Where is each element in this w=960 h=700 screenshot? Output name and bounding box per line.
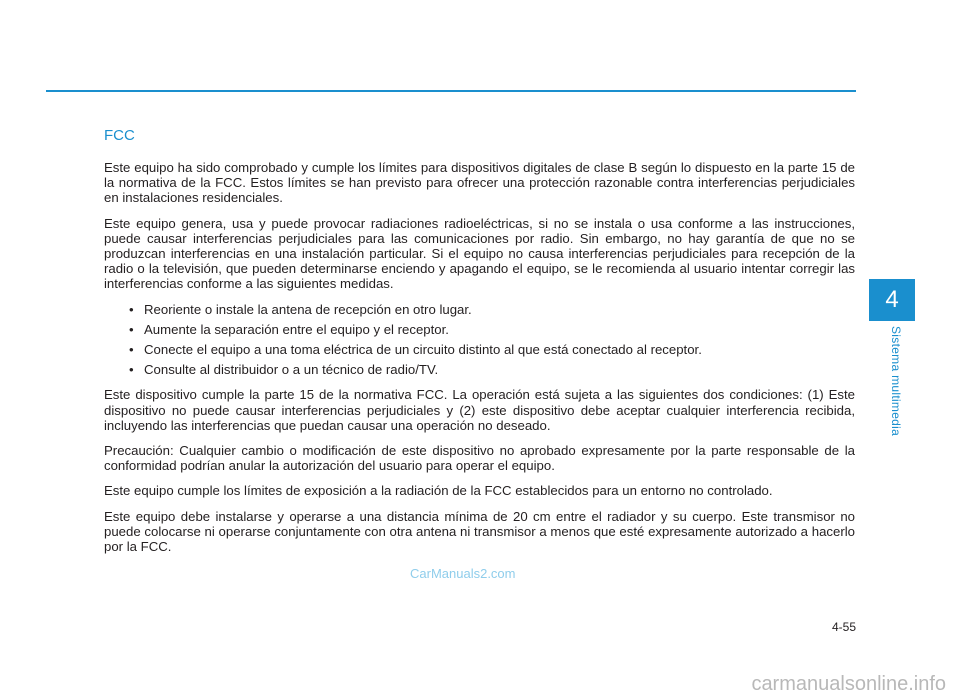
chapter-label: Sistema multimedia [889,326,903,437]
list-item [104,322,855,337]
bullet-list [104,302,855,378]
bullet-marker: • [129,301,134,317]
header-divider [46,90,856,92]
bullet-marker: • [129,342,134,358]
bullet-marker: • [129,321,134,337]
list-item-text: Conecte el equipo a una toma eléctrica de un circuito distinto al que está conectado al receptor. [144,342,702,358]
section-heading: FCC [104,127,135,144]
chapter-number: 4 [885,286,899,313]
chapter-tab [869,279,915,321]
paragraph: Este dispositivo cumple la parte 15 de la normativa FCC. La operación está sujeta a las siguientes dos condiciones: (1) Este dispositivo no puede causar interferencias perjudiciales y (2) este dispositivo debe aceptar cualquier interferencia recibida, incluyendo las interferencias que puedan causar una operación no deseado. [104,387,855,433]
list-item-text: Aumente la separación entre el equipo y el receptor. [144,321,449,337]
paragraph: Este equipo genera, usa y puede provocar radiaciones radioeléctricas, si no se instala o usa conforme a las instrucciones, puede causar interferencias perjudiciales para las comunicaciones por radio. Sin embargo, no hay garantía de que no se produzcan interferencias en una instalación particular. Si el equipo no causa interferencias perjudiciales para recepción de la radio o la televisión, que pueden determinarse enciendo y apagando el equipo, se le recomienda al usuario intentar corregir las interferencias conforme a las siguientes medidas. [104,215,855,292]
watermark-footer: carmanualsonline.info [751,673,946,695]
list-item [104,342,855,357]
list-item-text: Reoriente o instale la antena de recepción en otro lugar. [144,301,472,317]
paragraph: Este equipo ha sido comprobado y cumple los límites para dispositivos digitales de clase B según lo dispuesto en la parte 15 de la normativa de la FCC. Estos límites se han previsto para ofrecer una protección razonable contra interferencias perjudiciales en instalaciones residenciales. [104,160,855,206]
page-number: 4-55 [831,620,856,634]
page-content [104,126,855,564]
list-item [104,302,855,317]
list-item-text: Consulte al distribuidor o a un técnico de radio/TV. [144,362,439,378]
list-item [104,362,855,377]
paragraph: Este equipo cumple los límites de exposición a la radiación de la FCC establecidos para un entorno no controlado. [104,483,773,499]
paragraph: Precaución: Cualquier cambio o modificación de este dispositivo no aprobado expresamente por la parte responsable de la conformidad podrían anular la autorización del usuario para operar el equipo. [104,443,855,474]
bullet-marker: • [129,362,134,378]
paragraph: Este equipo debe instalarse y operarse a una distancia mínima de 20 cm entre el radiador y su cuerpo. Este transmisor no puede colocarse ni operarse conjuntamente con otra antena ni transmisor a menos que esté expresamente autorizado a hacerlo por la FCC. [104,508,855,555]
watermark-overlay: CarManuals2.com [410,566,516,581]
